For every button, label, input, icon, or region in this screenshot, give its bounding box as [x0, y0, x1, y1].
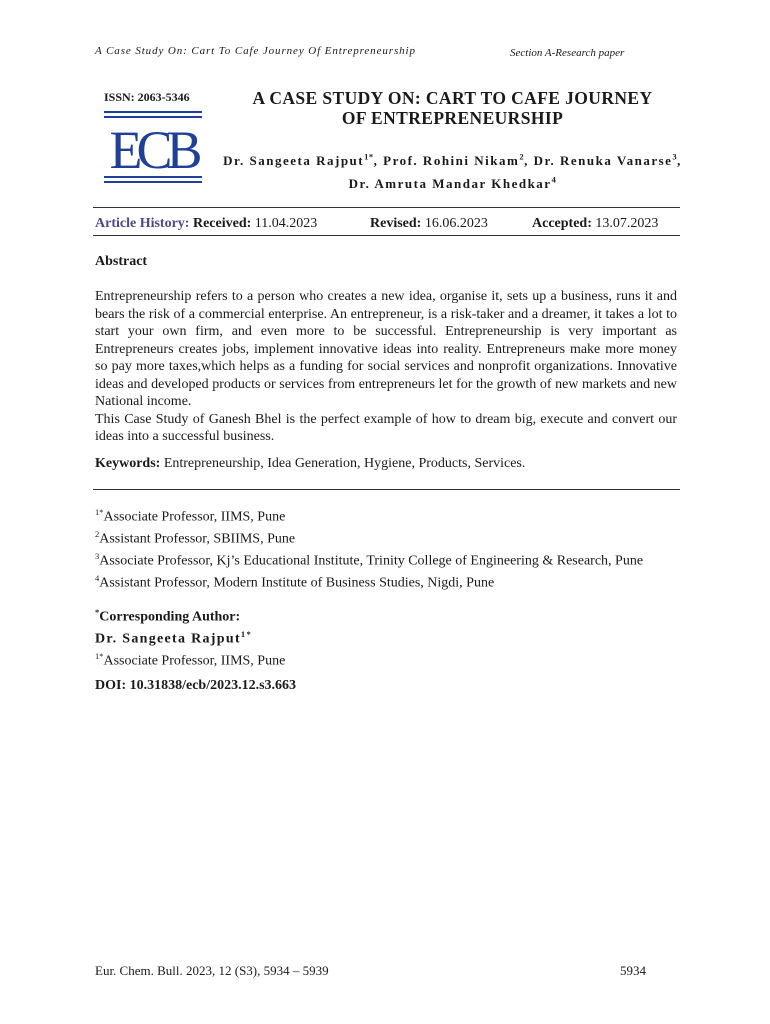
author-4: Dr. Amruta Mandar Khedkar$^4$	[348, 174, 557, 191]
author-list	[220, 148, 685, 193]
abstract-paragraph-2: This Case Study of Ganesh Bhel is the perfect example of how to dream big, execute and convert our ideas into a successful business.	[95, 411, 677, 444]
corresponding-label: *Corresponding Author:	[95, 607, 241, 625]
title-line-2: OF ENTREPRENEURSHIP	[341, 108, 564, 128]
article-title	[220, 88, 685, 128]
abstract-paragraph-1: Entrepreneurship refers to a person who creates a new idea, organise it, sets up a business, runs it and bears the risk of a commercial enterprise. An entrepreneur, is a risk-taker and a dreamer, it takes a lot to start your own firm, and even more to be successful. Entrepreneurship is very important as Entrepreneurs creates jobs, implement innovative ideas into reality. Entrepreneurs make more money so pay more taxes,which helps as a funding for social services and nonprofit organizations. Innovative ideas and developed products or services from entrepreneurs let for the growth of new markets and new National income.	[95, 289, 677, 409]
page-number: 5934	[620, 963, 646, 978]
footer-citation: Eur. Chem. Bull. 2023, 12 (S3), 5934 – 5939	[95, 963, 329, 978]
issn: ISSN: 2063-5346	[104, 90, 190, 104]
history-revised: Revised: 16.06.2023	[370, 216, 488, 231]
history-rule-bottom	[93, 235, 680, 236]
affiliations	[95, 504, 680, 593]
corresponding-name: Dr. Sangeeta Rajput$^{1*}$	[95, 629, 253, 647]
history-accepted: Accepted: 13.07.2023	[532, 216, 659, 231]
section-label: Section A-Research paper	[510, 47, 625, 59]
running-title: A Case Study On: Cart To Cafe Journey Of Entrepreneurship	[95, 45, 416, 57]
doi: DOI: 10.31838/ecb/2023.12.s3.663	[95, 678, 297, 693]
history-rule-top	[93, 207, 680, 208]
author-3: Dr. Renuka Vanarse$^3$,	[533, 152, 682, 169]
journal-logo	[104, 109, 202, 185]
affiliation-4: $^4$Assistant Professor, Modern Institute of Business Studies, Nigdi, Pune	[95, 573, 495, 592]
corresponding-author	[95, 604, 680, 670]
author-1: Dr. Sangeeta Rajput$^{1*}$,	[223, 152, 384, 169]
keywords	[95, 455, 680, 473]
affiliation-2: $^2$Assistant Professor, SBIIMS, Pune	[95, 529, 296, 547]
author-2: Prof. Rohini Nikam$^2$,	[383, 152, 534, 169]
corresponding-affiliation: $^{1*}$Associate Professor, IIMS, Pune	[95, 651, 286, 669]
title-line-1: A CASE STUDY ON: CART TO CAFE JOURNEY	[252, 88, 653, 108]
history-received: Article History: Received: 11.04.2023	[95, 216, 318, 231]
abstract-body	[95, 288, 677, 446]
affiliation-3: $^3$Associate Professor, Kj’s Educational Institute, Trinity College of Engineering & Research, Pune	[95, 551, 644, 569]
logo-text: ECB	[109, 120, 197, 180]
logo-lines-top	[104, 112, 202, 117]
article-history	[95, 216, 680, 232]
keywords-label: Keywords:	[95, 456, 161, 471]
footnote-rule	[93, 489, 680, 490]
abstract-heading: Abstract	[95, 254, 148, 269]
keywords-text: Entrepreneurship, Idea Generation, Hygiene, Products, Services.	[163, 456, 526, 471]
affiliation-1: $^{1*}$Associate Professor, IIMS, Pune	[95, 507, 286, 525]
